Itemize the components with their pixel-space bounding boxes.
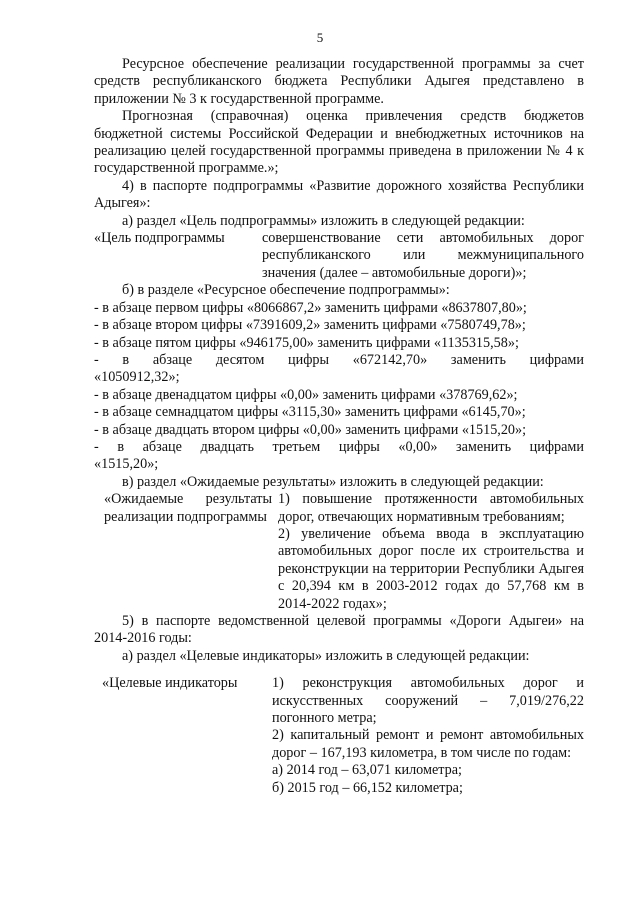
goal-table — [94, 230, 584, 282]
results-table — [104, 491, 584, 613]
list-item: - в абзаце втором цифры «7391609,2» заменить цифрами «7580749,78»; — [94, 317, 526, 334]
paragraph-forecast-estimate: Прогнозная (справочная) оценка привлечения средств бюджетов бюджетной системы Российской Федерации и внебюджетных источников на реализацию целей государственной программы приведена в приложении № 4 к государственной программе.»; — [94, 108, 584, 177]
document-body — [94, 56, 584, 797]
replacement-list — [94, 300, 584, 474]
paragraph-goal-section: а) раздел «Цель подпрограммы» изложить в следующей редакции: — [122, 212, 525, 229]
list-item: - в абзаце десятом цифры «672142,70» заменить цифрами — [94, 351, 584, 368]
results-values — [272, 491, 584, 613]
paragraph-subprogram-passport: 4) в паспорте подпрограммы «Развитие дорожного хозяйства Республики Адыгея»: — [94, 177, 584, 212]
paragraph-resource-section: б) в разделе «Ресурсное обеспечение подпрограммы»: — [122, 282, 450, 299]
list-item: - в абзаце семнадцатом цифры «3115,30» заменить цифрами «6145,70»; — [94, 404, 526, 421]
goal-value: совершенствование сети автомобильных дорог республиканского или межмуниципального значения (далее – автомобильные дороги)»; — [262, 230, 584, 281]
page-number: 5 — [316, 30, 324, 45]
list-item-continuation: «1515,20»; — [94, 456, 159, 473]
paragraph-indicators-section: а) раздел «Целевые индикаторы» изложить в следующей редакции: — [122, 647, 530, 664]
indicators-item: 1) реконструкция автомобильных дорог и искусственных сооружений – 7,019/276,22 погонного метра; — [272, 675, 584, 727]
list-item: - в абзаце пятом цифры «946175,00» заменить цифрами «1135315,58»; — [94, 334, 519, 351]
indicators-item: 2) капитальный ремонт и ремонт автомобильных дорог – 167,193 километра, в том числе по годам: — [272, 727, 584, 761]
indicators-label: «Целевые индикаторы — [102, 675, 238, 692]
list-item-continuation: «1050912,32»; — [94, 369, 180, 386]
list-item: - в абзаце двадцать втором цифры «0,00» заменить цифрами «1515,20»; — [94, 421, 527, 438]
indicators-table — [102, 675, 584, 797]
paragraph-results-section: в) раздел «Ожидаемые результаты» изложить в следующей редакции: — [122, 473, 544, 490]
paragraph-resource-provision: Ресурсное обеспечение реализации государственной программы за счет средств республиканского бюджета Республики Адыгея представлено в приложении № 3 к государственной программе. — [94, 56, 584, 107]
list-item: - в абзаце первом цифры «8066867,2» заменить цифрами «8637807,80»; — [94, 299, 527, 316]
list-item: - в абзаце двадцать третьем цифры «0,00» заменить цифрами — [94, 438, 584, 455]
results-item: 1) повышение протяженности автомобильных дорог, отвечающих нормативным требованиям; — [278, 491, 584, 525]
list-item: - в абзаце двенадцатом цифры «0,00» заменить цифрами «378769,62»; — [94, 386, 518, 403]
results-label: «Ожидаемые результаты реализации подпрограммы — [104, 491, 272, 525]
paragraph-program-passport: 5) в паспорте ведомственной целевой программы «Дороги Адыгеи» на 2014-2016 годы: — [94, 613, 584, 647]
indicators-item: б) 2015 год – 66,152 километра; — [272, 779, 463, 796]
indicators-values — [272, 675, 584, 797]
goal-label: «Цель подпрограммы — [94, 230, 225, 247]
results-item: 2) увеличение объема ввода в эксплуатацию автомобильных дорог после их строительства и реконструкции на территории Республики Адыгея с 20,394 км в 2003-2012 годах до 57,768 км в 2014-2022 годах»; — [278, 525, 584, 612]
indicators-item: а) 2014 год – 63,071 километра; — [272, 762, 462, 779]
